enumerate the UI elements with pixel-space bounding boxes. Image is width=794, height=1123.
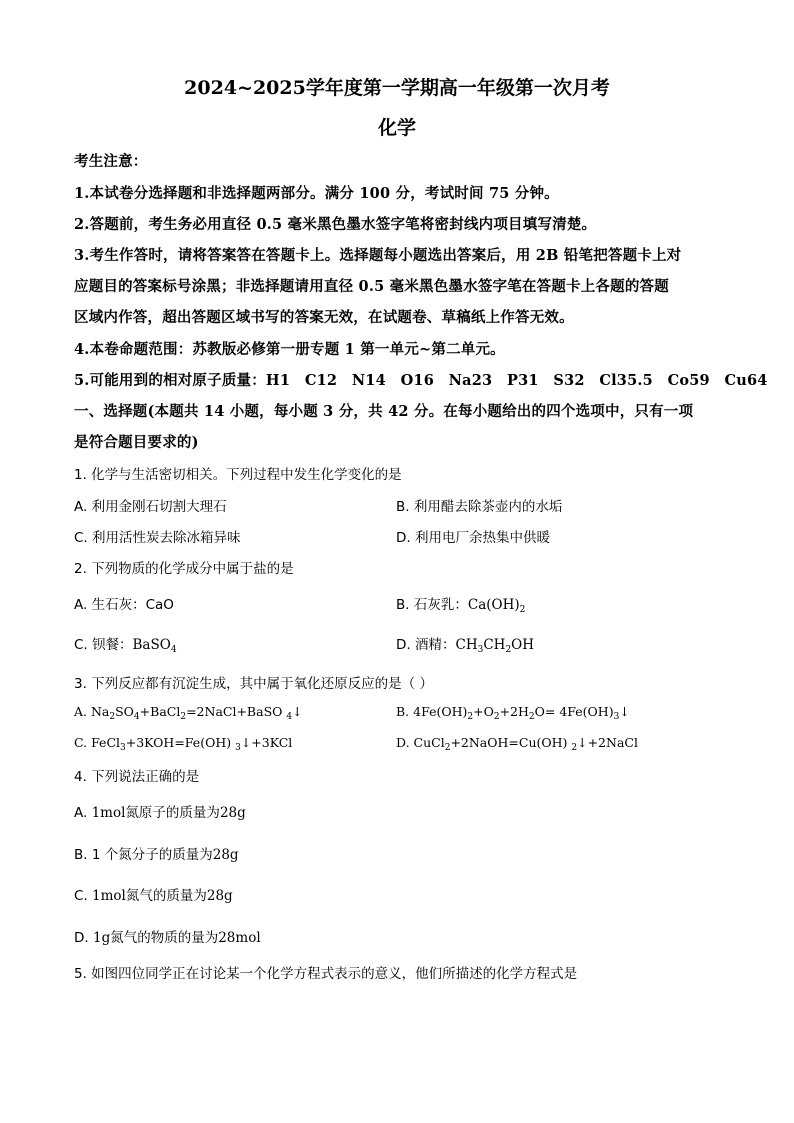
question-1-option-d[interactable]: D. 利用电厂余热集中供暖 [396,530,550,546]
formula-part: SO [115,704,134,719]
option-label: B. 石灰乳： [396,597,468,613]
question-3-option-c[interactable] [74,735,293,753]
formula-part: CH [483,637,506,653]
subscript: 3 [120,743,126,753]
formula-part: ↓ [619,704,630,719]
subscript: 4 [133,712,140,722]
question-4-option-c[interactable] [74,884,233,904]
subscript: 2 [493,712,500,722]
formula-part: =2NaCl+BaSO [186,704,287,719]
subscript: 2 [528,712,535,722]
formula: CaO [145,597,174,613]
quantity: 1mol [91,805,126,821]
formula-part: OH [511,637,535,653]
question-4-option-b[interactable] [74,843,239,863]
question-3-option-b[interactable] [396,704,630,722]
notice-item-1: 1.本试卷分选择题和非选择题两部分。满分 100 分，考试时间 75 分钟。 [74,185,559,202]
question-2-option-d[interactable] [396,633,534,653]
quantity: 28mol [218,930,261,946]
notice-item-5: 5.可能用到的相对原子质量：H1 C12 N14 O16 Na23 P31 S32 Cl35.5 Co59 Cu64 [74,372,768,389]
option-text: B. 1 个氮分子的质量为 [74,847,213,863]
formula-part: BaSO [132,637,171,653]
subscript: 2 [180,712,187,722]
formula-part: +O [473,704,494,719]
subject-title: 化学 [377,117,416,139]
formula-part: ↓ [292,704,303,719]
formula-part: +3KOH=Fe(OH) [125,735,236,750]
formula-part: ↓+2NaCl [577,735,638,750]
question-5-stem: 5. 如图四位同学正在讨论某一个化学方程式表示的意义，他们所描述的化学方程式是 [74,966,578,982]
formula-part: +2NaOH=Cu(OH) [450,735,572,750]
subscript: 2 [467,712,474,722]
option-text: 氮原子的质量为 [125,805,220,821]
notice-item-4: 4.本卷命题范围：苏教版必修第一册专题 1 第一单元~第二单元。 [74,341,505,358]
question-2-option-b[interactable] [396,593,525,613]
formula [133,637,177,653]
question-1-option-b[interactable]: B. 利用醋去除茶壶内的水垢 [396,499,563,515]
question-4-stem: 4. 下列说法正确的是 [74,769,200,785]
formula-part: CH [455,637,478,653]
notice-heading: 考生注意： [74,153,148,170]
subscript: 2 [519,605,526,615]
section-heading: 一、选择题(本题共 14 小题，每小题 3 分，共 42 分。在每小题给出的四个选项中，只有一项 [74,403,694,420]
question-1-option-c[interactable]: C. 利用活性炭去除冰箱异味 [74,530,241,546]
formula-part: ↓+3KCl [240,735,293,750]
formula [468,597,526,613]
question-1-stem: 1. 化学与生活密切相关。下列过程中发生化学变化的是 [74,467,402,483]
option-text: 氮气的物质的量为 [110,930,219,946]
subscript: 3 [613,712,620,722]
question-2-stem: 2. 下列物质的化学成分中属于盐的是 [74,561,294,577]
exam-title: 2024~2025学年度第一学期高一年级第一次月考 [184,77,610,99]
question-4-option-a[interactable] [74,801,246,821]
question-2-option-c[interactable] [74,633,177,653]
formula-part: O= 4Fe(OH) [534,704,614,719]
question-1-option-a[interactable]: A. 利用金刚石切割大理石 [74,499,227,515]
option-label: A. 生石灰： [74,597,146,613]
formula-part: +2H [499,704,529,719]
option-label: C. [74,888,93,904]
option-label: A. [74,805,92,821]
formula-part: (OH) [486,597,520,613]
option-label: D. [74,930,93,946]
question-3-option-a[interactable] [74,704,303,722]
formula-part: C. FeCl [74,735,121,750]
section-heading-cont: 是符合题目要求的) [74,434,199,451]
formula-part: A. Na [74,704,110,719]
option-text: 氮气的质量为 [125,888,207,904]
formula-part: Ca [467,597,487,613]
notice-item-2: 2.答题前，考生务必用直径 0.5 毫米黑色墨水签字笔将密封线内项目填写清楚。 [74,216,597,233]
subscript: 4 [170,645,177,655]
formula-part: B. 4Fe(OH) [396,704,468,719]
question-3-stem: 3. 下列反应都有沉淀生成，其中属于氧化还原反应的是（ ） [74,676,433,692]
formula-part: +BaCl [139,704,181,719]
notice-item-3: 3.考生作答时，请将答案答在答题卡上。选择题每小题选出答案后，用 2B 铅笔把答题卡上对 [74,247,682,264]
quantity: 28g [219,805,246,821]
formula [455,637,534,653]
quantity: 1mol [92,888,126,904]
quantity: 1g [92,930,111,946]
question-4-option-d[interactable] [74,926,261,946]
notice-item-3-cont2: 区域内作答，超出答题区域书写的答案无效，在试题卷、草稿纸上作答无效。 [74,309,574,326]
option-label: C. 钡餐： [74,637,133,653]
formula-part: D. CuCl [396,735,445,750]
subscript: 4 [286,712,293,722]
subscript: 2 [444,743,451,753]
quantity: 28g [212,847,239,863]
notice-item-3-cont: 应题目的答案标号涂黑；非选择题请用直径 0.5 毫米黑色墨水签字笔在答题卡上各题的答题 [74,278,669,295]
subscript: 2 [505,645,512,655]
question-2-option-a[interactable] [74,593,174,613]
subscript: 3 [477,645,484,655]
quantity: 28g [206,888,233,904]
subscript: 2 [571,743,578,753]
subscript: 3 [235,743,241,753]
question-3-option-d[interactable] [396,735,638,753]
subscript: 2 [109,712,116,722]
option-label: D. 酒精： [396,637,456,653]
